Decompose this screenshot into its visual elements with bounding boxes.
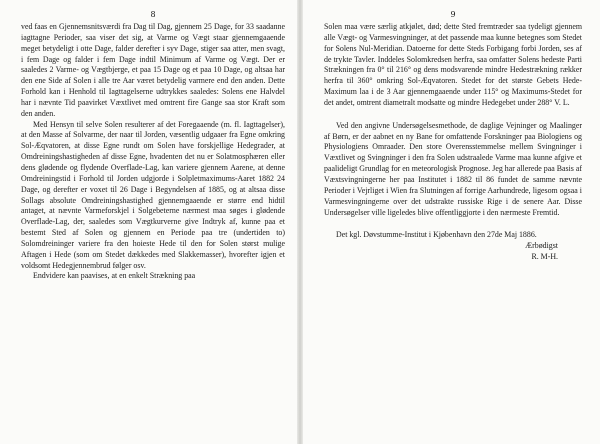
right-page: [303, 0, 600, 444]
paragraph: ved faas en Gjennemsnitsværdi fra Dag til Dag, gjennem 25 Dage, for 33 saadanne iagttagne Perioder, saa viser det sig, at Varme og Vægt staar gjennemgaaende meget betydeligt i otte Dage, falder derefter i syv Dage, stiger saa atter, men svagt, i fem Dage og falder i fem Dage indtil Minimum af Varme og Vægt. Der er saaledes 2 Varme- og Vægtbjerge, et paa 15 Dage og et paa 10 Dage, og altsaa har den ene Side af Solen i alle tre Aar været betydelig varmere end den anden. Dette Forhold kan i Henhold til Iagttagelserne udtrykkes saaledes: Solens ene Halvdel har i nævnte Tid paavirket Væxtlivet med omtrent fire Gange saa stor Kraft som den anden.: [21, 22, 285, 118]
paragraph: Med Hensyn til selve Solen resulterer af det Foregaaende (m. fl. Iagttagelser), at den Masse af Solvarme, der naar til Jorden, væsentlig udgaaer fra Egne omkring Sol-Æqvatoren, at disse Egne rundt om Solen have forskjellige Hedegrader, at Omdreiningshastigheden af disse Egne, hvadenten det nu er Solatmosphæren eller dens glødende og flydende Overflade-Lag, kan variere gjennem Aarene, at denne Omdreiningstid i Forhold til Jorden udgjorde i Solpletmaximums-Aaret 1882 24 Dage, og derefter er voxet til 26 Dage i Begyndelsen af 1885, og at altsaa disse Sollags absolute Omdreiningshastighed gjennemgaaende er større end hidtil antaget, at nævnte Varmeforskjel i Solgebeterne nærmest maa søges i glødende Overflade-Lag, der, saaledes som Vægtkurverne give Indtryk af, kunne paa et bestemt Sted af Solen og gjennem en Periode paa tre (undertiden to) Solomdreininger variere fra den hoieste Hede til den for Solen størst mulige Aftagen i Hede (som om Stedet dækkedes med Slakkemasser), hvorefter igjen et voldsomt Hedegjennembrud følger osv.: [21, 119, 285, 270]
page-number: 9: [450, 10, 456, 19]
left-page: [0, 0, 297, 444]
closing: Ærbødigst: [525, 241, 558, 251]
paragraph: Ved den angivne Undersøgelsesmethode, de daglige Vejninger og Maalinger af Børn, er der aabnet en ny Bane for omfattende Forskninger paa Biologiens og Physiologiens Omraader. Den store Overensstemmelse mellem Svingninger i Væxtlivet og Svingninger i den fra Solen udstraalede Varme maa kunne afgive et paalideligt Grundlag for en meteorologisk Prognose. Jeg har allerede paa Basis af Væxtsvingningerne her paa Institutet i 1882 til 86 fundet de samme nævnte Perioder i Vejrliget i Wien fra Slutningen af forrige Aarhundrede, ligesom ogsaa i Varmesvingningerne over det udstrakte russiske Rige i de senere Aar. Disse Undersøgelser ville ligeledes blive offentliggjorte i den nærmeste Fremtid.: [324, 120, 582, 217]
paragraph: Solen maa være særlig atkjølet, død; dette Sted fremtræder saa tydeligt gjennem alle Vægt- og Varmesvingninger, at det passende maa kunne betegnes som Stedet for Solens Nul-Meridian. Datoerne for dette Steds Forbigang forbi Jorden, ses af de trykte Tavler. Inddeles Solomkredsen herfra, saa omfatter Solens hedeste Parti Strækningen fra 0° til 216° og dens modsvarende mindre Hedestrækning rækker herfra til 360° omkring Sol-Æqvatoren. Stedet for det største Gebets Hede-Maximum laa i de 3 Aar gjennemgaaende under 115° og Maximums-Stedet for det andet, omtrent diametralt modsatte og mindre Hedegebet under 288° V. L.: [324, 22, 582, 107]
page-number: 8: [150, 10, 156, 19]
dateline: Det kgl. Døvstumme-Institut i Kjøbenhavn den 27de Maj 1886.: [336, 230, 537, 240]
paragraph: Endvidere kan paavises, at en enkelt Strækning paa: [33, 271, 196, 281]
signature: R. M-H.: [531, 252, 558, 262]
